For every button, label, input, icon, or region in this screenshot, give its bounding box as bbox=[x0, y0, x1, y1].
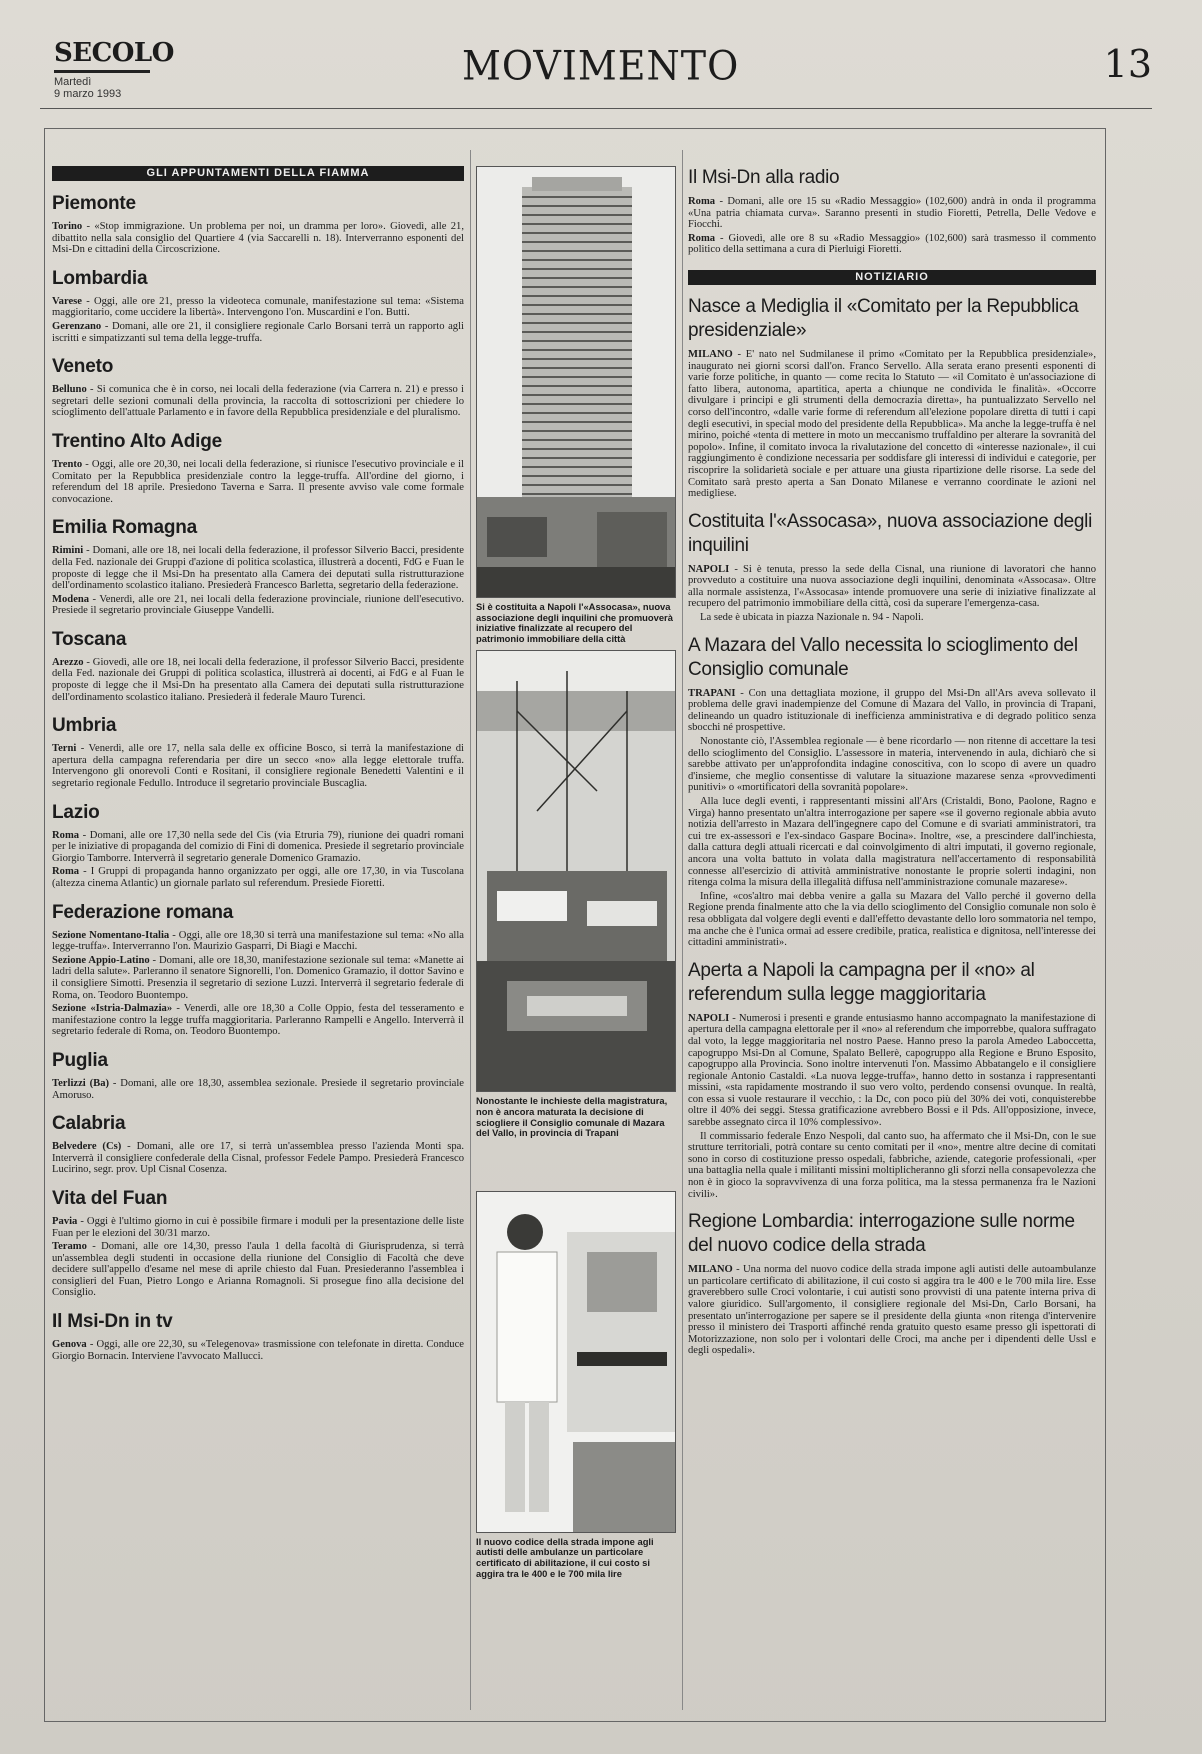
entry-paragraph bbox=[52, 955, 464, 1001]
entry-paragraph bbox=[688, 796, 1096, 889]
entry-paragraph bbox=[688, 891, 1096, 949]
appointments-column bbox=[52, 166, 464, 1712]
entry-text: - Si è tenuta, presso la sede della Cisnal, una riunione di lavoratori che hanno provveduto a costituire una nuova associazione degli inquilini, denominata «Assocasa». Oltre alla normale assistenza, l'«Assocasa» intende promuovere una serie di iniziative finalizzate al recupero del patrimonio immobiliare della città, così da superare l'emergenza-casa. bbox=[688, 563, 1096, 610]
entry-text: - I Gruppi di propaganda hanno organizzato per oggi, alle ore 17,30, in via Tuscolana (altezza cinema Atlantic) un giornale parlato sul referendum. Presiede Fioretti. bbox=[52, 866, 464, 889]
column-divider-left bbox=[470, 150, 471, 1710]
entry-lead: Teramo bbox=[52, 1241, 87, 1253]
entry-text: - «Stop immigrazione. Un problema per noi, un dramma per loro». Giovedì, alle 21, dibattito nella sala consiglio del Quartiere 4 (via Saccarelli n. 18). Interverranno esponenti del Msi-Dn e cittadini della Circoscrizione. bbox=[52, 221, 464, 256]
entry-text: - Venerdì, alle ore 18,30 a Colle Oppio, festa del tesseramento e manifestazione contro la legge truffa maggioritaria. Parleranno Rampelli e Angello. Interverrà il segretario federale di Roma, on. Teodoro Buontempo. bbox=[52, 1003, 464, 1038]
entry-paragraph bbox=[52, 1078, 464, 1101]
entry-text: - Domani, alle ore 18, nei locali della federazione, il professor Silverio Bacci, presidente della Fed. nazionale dei Gruppi d'azione di politica scolastica, illustrerà a docenti, FdG e Fuan le proposte di legge che il Msi-Dn ha presentato alla Camera dei deputati sulla ristrutturazione dell'ordinamento scolastico italiano. Presiederà Francesco Barletta, segretario della federazione. bbox=[52, 545, 464, 592]
region-heading: Umbria bbox=[52, 715, 117, 737]
newspaper-logo: SECOLO bbox=[54, 38, 174, 68]
entry-text: Il commissario federale Enzo Nespoli, dal canto suo, ha affermato che il Msi-Dn, con le sue strutture territoriali, potrà contare su cento comitati per il «no», mentre altre decine di comitati sono in corso di costituzione presso ospedali, fabbriche, aziende, categorie professionali, «per una battaglia nella quale i militanti missini moltiplicheranno gli sforzi nella consapevolezza che non è in gioco la sopravvivenza di una forza politica, ma la stessa permanenza fra le Nazioni civili». bbox=[688, 1130, 1096, 1200]
entry-paragraph bbox=[688, 1264, 1096, 1357]
radio-title: Il Msi-Dn alla radio bbox=[688, 167, 840, 188]
entry-paragraph bbox=[52, 1141, 464, 1176]
region-heading: Calabria bbox=[52, 1113, 126, 1135]
photo-column bbox=[476, 166, 676, 1712]
issue-date bbox=[54, 76, 121, 100]
entry-lead: Trento bbox=[52, 458, 83, 470]
appointments-banner: GLI APPUNTAMENTI DELLA FIAMMA bbox=[52, 166, 464, 181]
region-heading: Puglia bbox=[52, 1049, 108, 1071]
region-heading: Il Msi-Dn in tv bbox=[52, 1311, 173, 1333]
photo-caption-ambulance: Il nuovo codice della strada impone agli autisti delle ambulanze un particolare certificato di abilitazione, il cui costo si aggira tra le 400 e le 700 mila lire bbox=[476, 1535, 654, 1579]
entry-text: - Si comunica che è in corso, nei locali della federazione (via Carrera n. 21) e presso i segretari delle sezioni comunali della provincia, la raccolta di sottoscrizioni per chiedere lo scioglimento dell'attuale Parlamento e in favore della Repubblica presidenziale e del pluralismo. bbox=[52, 384, 464, 419]
entry-paragraph bbox=[52, 545, 464, 591]
entry-lead: MILANO bbox=[688, 1264, 733, 1276]
entry-paragraph bbox=[52, 321, 464, 344]
masthead bbox=[52, 30, 1152, 98]
page-number: 13 bbox=[1103, 42, 1152, 86]
entry-text: Alla luce degli eventi, i rappresentanti missini all'Ars (Cristaldi, Bono, Paolone, Ragno e Virga) hanno presentato un'altra interrogazione per sapere «se il governo regionale abbia avuto notizia dell'arresto in Mazara dell'ingegnere capo del Comune e di svariati amministratori, tra cui tre ex-assessori e l'ex-sindaco Gaspare Bocina». Inoltre, «se, a prescindere dall'inchiesta, dalla cattura degli attuali ricercati e dal coinvolgimento di altri imputati, il governo regionale, ancora una volta battuto in volata dalla magistratura nell'accertamento di responsabilità connesse all'esercizio di attività amministrative nonostante le proprie solerti indagini, non ritenga colma la misura della illegalità diffusa nell'amministrazione comunale mazarese». bbox=[688, 796, 1096, 889]
entry-lead: Belluno bbox=[52, 384, 87, 396]
entry-paragraph bbox=[688, 196, 1096, 231]
region-heading: Federazione romana bbox=[52, 901, 234, 923]
entry-text: - Numerosi i presenti e grande entusiasmo hanno accompagnato la manifestazione di apertura della campagna elettorale per il «no» al referendum che imporrebbe, qualora suffragato dal voto, la legge maggioritaria nel nostro Paese. Hanno preso la parola Amedeo Laboccetta, capogruppo Msi-Dn al Comune, Spalato Bellerè, capogruppo alla Regione e Bruno Esposito, capogruppo alla Provincia. Sono inoltre intervenuti l'on. Massimo Abbatangelo e il consigliere regionale Antonio Castaldi. «La nuova legge-truffa», hanno detto in sostanza i rappresentanti missini, «sta rapidamente mostrando il suo vero volto, perdendo consensi ovunque. In realtà, con essa si vuole restaurare il vecchio, : la Dc, con poco più del 30% dei voti, conquisterebbe oltre il 40% dei seggi. Stessa gratificazione avrebbero Bossi e il Pds. All'opposizione, invece, sarebbe assegnato circa il 10% complessivo». bbox=[688, 1012, 1096, 1129]
entry-lead: Arezzo bbox=[52, 656, 84, 668]
entry-lead: Belvedere (Cs) bbox=[52, 1141, 122, 1153]
entry-lead: Sezione Nomentano-Italia bbox=[52, 929, 170, 941]
entry-lead: Rimini bbox=[52, 545, 84, 557]
photo-caption-assocasa: Si è costituita a Napoli l'«Assocasa», nuova associazione degli inquilini che promuoverà iniziative finalizzate al recupero del patrimonio immobiliare della città bbox=[476, 601, 673, 644]
entry-lead: TRAPANI bbox=[688, 687, 736, 699]
entry-text: - Domani, alle ore 21, il consigliere regionale Carlo Borsani terrà un rapporto agli iscritti e simpatizzanti sul tema della legge-truffa. bbox=[52, 320, 464, 344]
entry-lead: Modena bbox=[52, 593, 90, 605]
article-headline: Nasce a Mediglia il «Comitato per la Repubblica presidenziale» bbox=[688, 295, 1079, 341]
entry-text: - Oggi, alle ore 22,30, su «Telegenova» trasmissione con telefonate in diretta. Conduce Giorgio Bornacin. Interviene l'avvocato Mallucci. bbox=[52, 1339, 464, 1362]
article-headline: A Mazara del Vallo necessita lo scioglimento del Consiglio comunale bbox=[688, 634, 1078, 680]
entry-lead: Roma bbox=[688, 232, 716, 244]
ambulance-illustration bbox=[477, 1192, 676, 1532]
articles-list bbox=[688, 295, 1096, 1357]
entry-paragraph bbox=[688, 612, 1096, 624]
ambulance-photo bbox=[476, 1191, 676, 1533]
entry-text: La sede è ubicata in piazza Nazionale n. 94 - Napoli. bbox=[700, 612, 924, 624]
entry-paragraph bbox=[52, 1216, 464, 1239]
entry-text: - Una norma del nuovo codice della strada impone agli autisti delle autoambulanze un particolare certificato di abilitazione, il cui costo si aggira tra le 400 e le 700 mila lire. Esse graverebbero sulle Croci volontarie, i cui autisti sono provvisti di una patente interna priva di valore giuridico. Sull'argomento, il consigliere regionale del Msi-Dn, Carlo Borsani, ha presentato un'interrogazione per sapere se il presidente della giunta «non ritenga d'intervenire presso il ministero dei Trasporti affinché renda gratuito questo esame presso gli ispettorati di Motorizzazione, non solo per i volontari delle Croci, ma anche per i dipendenti delle Ussl e degli ospedali». bbox=[688, 1264, 1096, 1357]
entry-paragraph bbox=[688, 349, 1096, 500]
entry-text: - Domani, alle ore 14,30, presso l'aula 1 della facoltà di Giurisprudenza, si terrà un'assemblea degli studenti in occasione della riunione del Consiglio di Facoltà che deve decidere sull'appello d'esame nel mese di aprile chiesto dal Fuan. Presiederanno l'assemblea i consiglieri del Fuan, Pietro Longo e Arianna Romagnoli. Si prosegue fino alla decisione del Consiglio. bbox=[52, 1241, 464, 1299]
entry-lead: Terni bbox=[52, 743, 77, 755]
entry-paragraph bbox=[52, 1003, 464, 1038]
notiziario-banner: NOTIZIARIO bbox=[688, 270, 1096, 285]
entry-text: - Con una dettagliata mozione, il gruppo del Msi-Dn all'Ars aveva sollevato il problema delle gravi inadempienze del Comune di Mazara del Vallo, in provincia di Trapani, delineando un quadro istituzionale di inefficienza amministrativa e di degrado politico senza sbocchi né prospettive. bbox=[688, 687, 1096, 734]
entry-text: - Domani, alle ore 17,30 nella sede del Cis (via Etruria 79), riunione dei quadri romani per le iniziative di propaganda del comizio di Fini di domenica. Presiede il segretario provinciale Giorgio Tamborre. Interverrà il segretario generale Domenico Gramazio. bbox=[52, 829, 464, 864]
article-headline: Aperta a Napoli la campagna per il «no» al referendum sulla legge maggioritaria bbox=[688, 959, 1035, 1005]
news-column bbox=[688, 166, 1096, 1712]
entry-lead: Roma bbox=[52, 866, 80, 878]
building-illustration bbox=[477, 167, 676, 597]
entry-text: - Domani, alle ore 17, si terrà un'assemblea presso l'azienda Monti spa. Interverrà il consigliere confederale della Cisnal, professor Fedele Pampo. Presiederà Francesco Lucirino, segr. prov. Upl Cisnal Cosenza. bbox=[52, 1141, 464, 1176]
header-rule bbox=[40, 108, 1152, 109]
entry-text: - Oggi, alle ore 18,30 si terrà una manifestazione sul tema: «No alla legge-truffa». Interverranno l'on. Maurizio Gasparri, Di Biagi e Macchi. bbox=[52, 929, 464, 953]
entry-paragraph bbox=[52, 866, 464, 889]
harbor-illustration bbox=[477, 651, 676, 1091]
entry-text: - Oggi, alle ore 21, presso la videoteca comunale, manifestazione sul tema: «Sistema maggioritario, come uccidere la libertà». Intervengono l'on. Muscardini e l'on. Butti. bbox=[52, 295, 464, 319]
entry-paragraph bbox=[52, 830, 464, 865]
entry-text: - Oggi, alle ore 20,30, nei locali della federazione, si riunisce l'esecutivo provinciale e il Comitato per la Repubblica presidenziale contro la legge-truffa. All'ordine del giorno, i referendum del 18 aprile. Presiedono Taverna e Sarra. Il presente avviso vale come formale convocazione. bbox=[52, 458, 464, 505]
entry-lead: Roma bbox=[52, 829, 80, 841]
entry-paragraph bbox=[52, 1241, 464, 1299]
entry-text: - Venerdì, alle ore 21, nei locali della federazione provinciale, riunione dell'esecutivo. Presiede il segretario provinciale Giuseppe Vandelli. bbox=[52, 593, 464, 617]
region-heading: Vita del Fuan bbox=[52, 1187, 168, 1209]
radio-entries bbox=[688, 196, 1096, 256]
entry-text: - E' nato nel Sudmilanese il primo «Comitato per la Repubblica presidenziale», inaugurato nei giorni scorsi dall'on. Franco Servello. Alla serata erano presenti esponenti di varie forze politiche, in quanto — come recita lo Statuto — «il Comitato è un'associazione di fatto libera, autonoma, apartitica, aperta a chiunque ne condivida le finalità». «Occorre divulgare i principi e gli strumenti della democrazia diretta», ha puntualizzato Servello nel corso dell'incontro, «dalle varie forme di referendum all'elezione popolare diretta di tutti i capi degli esecutivi, in special modo del presidente della Repubblica». Ma anche la legge-truffa è nel mirino, poiché «tenta di mettere in moto un meccanismo truffaldino per alterare la sovranità del popolo». Infine, il comitato invoca la rivalutazione del concetto di «interesse nazionale», il cui raggiungimento è condizione necessaria per soddisfare gli interessi di individui e categorie, per riscoprire la solidarietà sociale e per attuare una giusta ripartizione delle risorse. La sede del Comitato sarà presto aperta a San Donato Milanese e verranno coordinate le azioni nel medigliese. bbox=[688, 348, 1096, 500]
entry-paragraph bbox=[52, 657, 464, 703]
harbor-photo bbox=[476, 650, 676, 1092]
entry-lead: Sezione «Istria-Dalmazia» bbox=[52, 1003, 173, 1015]
region-heading: Trentino Alto Adige bbox=[52, 430, 223, 452]
entry-paragraph bbox=[52, 594, 464, 617]
entry-paragraph bbox=[52, 743, 464, 789]
article-headline: Regione Lombardia: interrogazione sulle norme del nuovo codice della strada bbox=[688, 1211, 1075, 1257]
article-headline: Costituita l'«Assocasa», nuova associazione degli inquilini bbox=[688, 510, 1093, 556]
entry-lead: Pavia bbox=[52, 1215, 78, 1227]
entry-text: - Domani, alle ore 18,30, assemblea sezionale. Presiede il segretario provinciale Amoruso. bbox=[52, 1077, 464, 1101]
entry-paragraph bbox=[688, 688, 1096, 734]
entry-lead: Roma bbox=[688, 196, 716, 207]
entry-paragraph bbox=[52, 296, 464, 319]
region-heading: Veneto bbox=[52, 356, 114, 378]
entry-lead: Varese bbox=[52, 295, 83, 307]
region-heading: Lombardia bbox=[52, 267, 148, 289]
entry-paragraph bbox=[52, 1339, 464, 1362]
entry-paragraph bbox=[688, 1131, 1096, 1201]
entry-text: - Giovedì, alle ore 18, nei locali della federazione, il professor Silverio Bacci, presidente della Fed. nazionale dei Gruppi di politica scolastica, illustrerà ai docenti, ai FdG e al Fuan le proposte di legge che il Msi-Dn ha presentato alla Camera dei deputati sulla ristrutturazione dell'ordinamento scolastico italiano. Presiederà il federale Mauro Turenci. bbox=[52, 656, 464, 703]
photo-caption-mazara: Nonostante le inchieste della magistratura, non è ancora maturata la decisione di sciogliere il Consiglio comunale di Mazara del Vallo, in provincia di Trapani bbox=[476, 1095, 668, 1139]
region-heading: Toscana bbox=[52, 628, 127, 650]
region-heading: Lazio bbox=[52, 801, 100, 823]
entry-lead: Terlizzi (Ba) bbox=[52, 1077, 110, 1089]
column-divider-right bbox=[682, 150, 683, 1710]
entry-paragraph bbox=[52, 459, 464, 505]
entry-lead: NAPOLI bbox=[688, 1012, 730, 1024]
region-heading: Emilia Romagna bbox=[52, 517, 198, 539]
regions-list bbox=[52, 193, 464, 1362]
entry-paragraph bbox=[688, 736, 1096, 794]
entry-paragraph bbox=[52, 221, 464, 256]
entry-text: - Domani, alle ore 15 su «Radio Messaggio» (102,600) andrà in onda il programma «Una patria chiamata curva». Saranno presenti in studio Fioretti, Petrella, Delle Vedove e Fiocchi. bbox=[688, 196, 1096, 231]
entry-paragraph bbox=[52, 930, 464, 953]
entry-text: - Venerdì, alle ore 17, nella sala delle ex officine Bosco, si terrà la manifestazione di apertura della campagna referendaria per dire un secco «no» alla legge elettorale truffa. Intervengono gli onorevoli Conti e Rositani, il consigliere regionale Benedetti Valentini e il segretario regionale Fedullo. Introduce il segretario provinciale Buscaglia. bbox=[52, 743, 464, 790]
entry-lead: MILANO bbox=[688, 348, 733, 360]
entry-paragraph bbox=[688, 1013, 1096, 1129]
entry-text: - Oggi è l'ultimo giorno in cui è possibile firmare i moduli per la presentazione delle liste Fuan per le elezioni del 30/31 marzo. bbox=[52, 1215, 464, 1239]
entry-text: - Domani, alle ore 18,30, manifestazione sezionale sul tema: «Manette ai ladri della salute». Parleranno il senatore Signorelli, l'on. Domenico Gramazio, il dottor Savino e il consigliere Simotti. Presenzia il segretario di sezione Luzzi. Interverrà il segretario federale di Roma, on. Teodoro Buontempo. bbox=[52, 954, 464, 1001]
logo-underline bbox=[54, 70, 150, 73]
entry-text: Infine, «cos'altro mai debba venire a galla su Mazara del Vallo perché il governo della Regione prenda finalmente atto che la via dello scioglimento del Consiglio comunale non solo è resa obbligata dal volgere degli eventi e dall'effetto devastante dello loro sommatoria nel tempo, ma anche che è l'unica ormai ad essere credibile, pratica, realistica e dignitosa, nell'interesse dei cittadini amministrati». bbox=[688, 890, 1096, 949]
issue-day: Martedì bbox=[54, 76, 92, 88]
entry-lead: Genova bbox=[52, 1339, 87, 1351]
entry-paragraph bbox=[52, 384, 464, 419]
entry-text: Nonostante ciò, l'Assemblea regionale — è bene ricordarlo — non ritenne di accettare la tesi dello scioglimento del Consiglio. L'assessore in materia, intervenendo in aula, dichiarò che si sarebbe attivato per un'approfondita indagine conoscitiva, con lo scopo di avere un quadro d'insieme, che meglio consentisse di valutare la situazione mazarese senza «provvedimenti punitivi» o «mortificatori della sovranità popolare». bbox=[688, 736, 1096, 794]
entry-lead: NAPOLI bbox=[688, 563, 730, 575]
region-heading: Piemonte bbox=[52, 193, 136, 214]
building-photo bbox=[476, 166, 676, 598]
entry-lead: Gerenzano bbox=[52, 320, 102, 332]
issue-full-date: 9 marzo 1993 bbox=[54, 88, 122, 100]
entry-text: - Giovedì, alle ore 8 su «Radio Messaggio» (102,600) sarà trasmesso il commento politico della settimana a cura di Pierluigi Fioretti. bbox=[688, 232, 1096, 256]
entry-paragraph bbox=[688, 233, 1096, 256]
entry-lead: Torino bbox=[52, 221, 83, 232]
section-title: MOVIMENTO bbox=[462, 42, 740, 90]
entry-lead: Sezione Appio-Latino bbox=[52, 954, 150, 966]
entry-paragraph bbox=[688, 564, 1096, 610]
